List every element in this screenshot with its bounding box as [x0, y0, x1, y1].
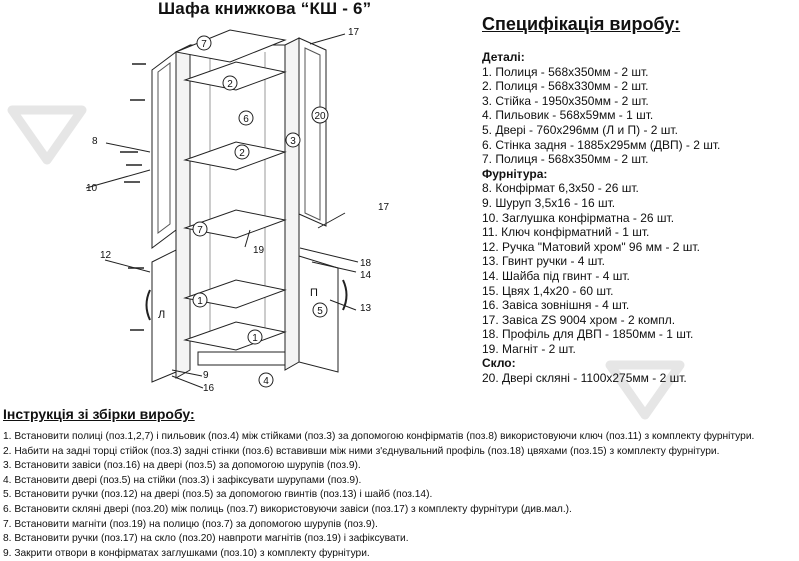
spec-item: 18. Профіль для ДВП - 1850мм - 1 шт. [482, 327, 694, 342]
svg-text:2: 2 [239, 148, 245, 159]
spec-title: Специфікація виробу: [482, 14, 681, 34]
svg-text:1: 1 [197, 296, 203, 307]
circled-label [286, 133, 300, 147]
spec-item: 10. Заглушка конфірматна - 26 шт. [482, 210, 675, 225]
spec-item: 19. Магніт - 2 шт. [482, 341, 576, 356]
glass-header: Скло: [482, 356, 516, 371]
svg-text:5: 5 [317, 306, 323, 317]
spec-item: 2. Полиця - 568х330мм - 2 шт. [482, 79, 649, 94]
watermark-brush-icon [2, 100, 92, 170]
svg-text:3: 3 [290, 136, 296, 147]
circled-label [248, 330, 262, 344]
circled-label [197, 36, 211, 50]
instruction-step: 9. Закрити отвори в конфірматах заглушками (поз.10) з комплекту фурнітури. [3, 547, 370, 559]
instruction-step: 3. Встановити завіси (поз.16) на двері (поз.5) за допомогою шурупів (поз.9). [3, 460, 361, 472]
svg-text:7: 7 [197, 225, 203, 236]
spec-item: 8. Конфірмат 6,3х50 - 26 шт. [482, 181, 639, 196]
instruction-step: 5. Встановити ручки (поз.12) на двері (поз.5) за допомогою гвинтів (поз.13) і шайб (поз.14). [3, 489, 433, 501]
spec-item: 7. Полиця - 568х350мм - 2 шт. [482, 152, 649, 167]
instruction-step: 1. Встановити полиці (поз.1,2,7) і пильовик (поз.4) між стійками (поз.3) за допомогою конфірматів (поз.8) використовуючи ключ (поз.11) з комплекту фурнітури. [3, 431, 755, 442]
spec-item: 1. Полиця - 568х350мм - 2 шт. [482, 64, 649, 79]
circled-label [193, 222, 207, 236]
spec-list [482, 50, 792, 386]
callout-label: 19 [253, 245, 265, 256]
circled-label [235, 145, 249, 159]
instructions-title: Інструкція зі збірки виробу: [3, 406, 195, 422]
circled-label [312, 107, 328, 123]
instruction-step: 6. Встановити скляні двері (поз.20) між полиць (поз.7) використовуючи завіси (поз.17) з комплекту фурнітури (див.мал.). [3, 503, 572, 515]
spec-item: 3. Стійка - 1950х350мм - 2 шт. [482, 93, 649, 108]
svg-text:4: 4 [263, 376, 269, 387]
assembly-drawing [0, 20, 420, 395]
spec-item: 4. Пильовик - 568х59мм - 1 шт. [482, 108, 654, 123]
callout-label: 18 [360, 258, 372, 269]
circled-label [259, 373, 273, 387]
callout-label: 17 [378, 202, 390, 213]
callout-label: 14 [360, 270, 372, 281]
parts-header: Деталі: [482, 50, 525, 64]
spec-item: 16. Завіса зовнішня - 4 шт. [482, 298, 630, 313]
svg-text:20: 20 [314, 111, 326, 122]
spec-item: 20. Двері скляні - 1100х275мм - 2 шт. [482, 371, 687, 386]
spec-item: 12. Ручка "Матовий хром" 96 мм - 2 шт. [482, 239, 700, 254]
callout-label: 13 [360, 303, 372, 314]
spec-item: 14. Шайба під гвинт - 4 шт. [482, 268, 630, 283]
circled-label [193, 293, 207, 307]
spec-item: 13. Гвинт ручки - 4 шт. [482, 254, 605, 269]
instruction-step: 8. Встановити ручки (поз.17) на скло (поз.20) навпроти магнітів (поз.19) і зафіксувати. [3, 533, 409, 545]
circled-label [223, 76, 237, 90]
hardware-header: Фурнітура: [482, 166, 548, 181]
spec-item: 11. Ключ конфірматний - 1 шт. [482, 225, 650, 240]
page-title: Шафа книжкова “КШ - 6” [158, 0, 372, 18]
door-letter-right: П [310, 287, 318, 299]
callout-label: 10 [86, 183, 98, 194]
spec-item: 17. Завіса ZS 9004 хром - 2 компл. [482, 312, 676, 327]
callout-label: 9 [203, 370, 209, 381]
svg-text:6: 6 [243, 114, 249, 125]
spec-item: 6. Стінка задня - 1885х295мм (ДВП) - 2 шт. [482, 137, 721, 152]
circled-label [239, 111, 253, 125]
svg-text:1: 1 [252, 333, 258, 344]
instruction-step: 2. Набити на задні торці стійок (поз.3) задні стінки (поз.6) вставивши між ними з'єднувальний профіль (поз.18) цвяхами (поз.15) з комплекту фурнітури. [3, 445, 720, 457]
spec-item: 5. Двері - 760х296мм (Л и П) - 2 шт. [482, 122, 678, 137]
callout-label: 16 [203, 383, 215, 394]
callout-label: 12 [100, 250, 112, 261]
instructions-list [3, 430, 797, 561]
instruction-step: 7. Встановити магніти (поз.19) на полицю (поз.7) за допомогою шурупів (поз.9). [3, 518, 378, 530]
instruction-step: 4. Встановити двері (поз.5) на стійки (поз.3) і зафіксувати шурупами (поз.9). [3, 474, 362, 486]
door-letter-left: Л [158, 309, 166, 321]
svg-text:7: 7 [201, 39, 207, 50]
callout-label: 17 [348, 27, 360, 38]
svg-text:2: 2 [227, 79, 233, 90]
spec-item: 15. Цвях 1,4х20 - 60 шт. [482, 283, 614, 298]
spec-item: 9. Шуруп 3,5х16 - 16 шт. [482, 195, 616, 210]
callout-label: 8 [92, 136, 98, 147]
circled-label [313, 303, 327, 317]
